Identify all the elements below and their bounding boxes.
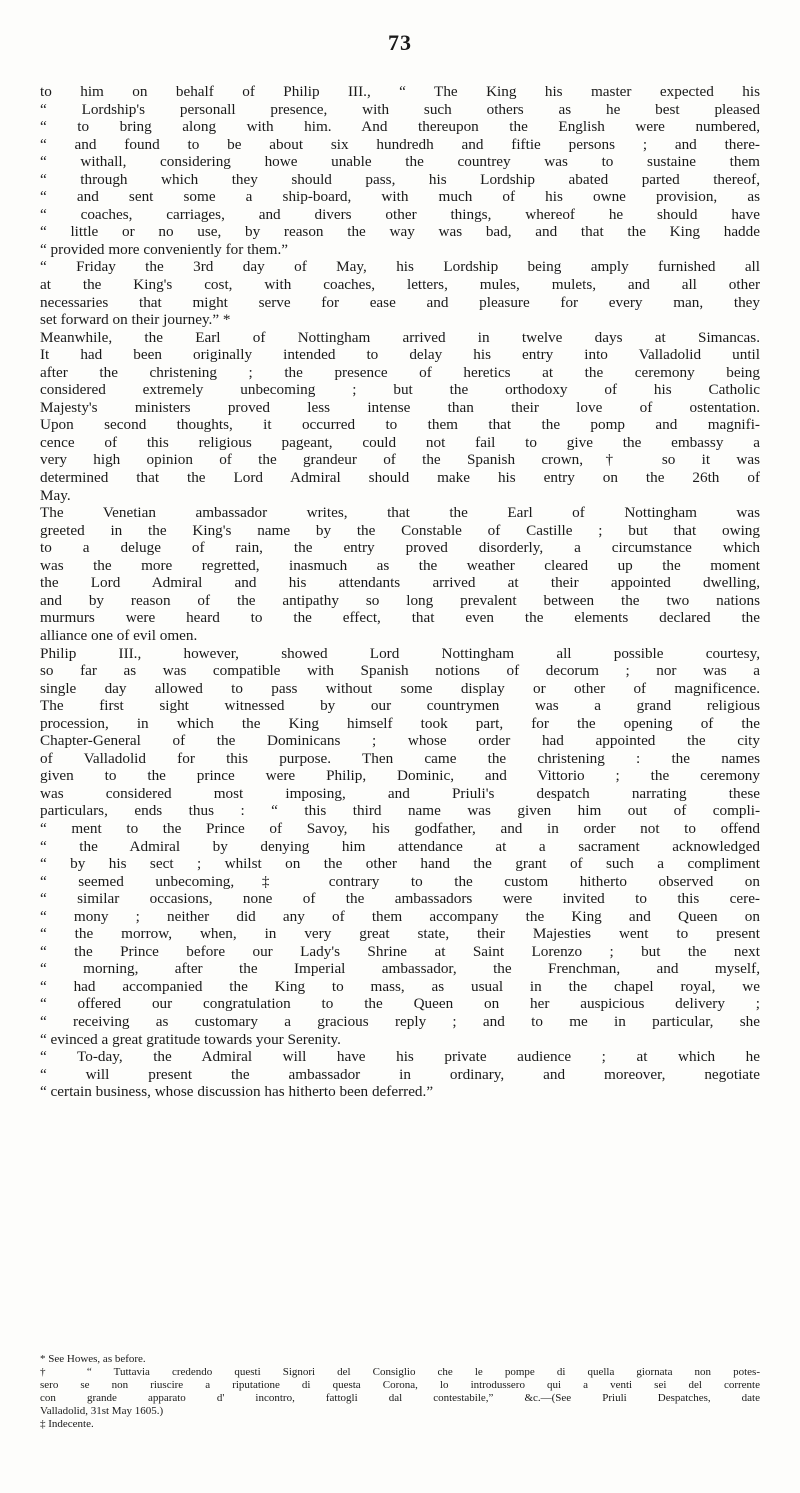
footnote-line: * See Howes, as before. [40,1353,146,1365]
text-line: was considered most imposing, and Priuli's despatch narrating these [40,784,760,802]
text-line: “ will present the ambassador in ordinary, and moreover, negotiate [40,1065,760,1083]
text-line: particulars, ends thus : “ this third name was given him out of compli- [40,802,760,820]
footnote-line: Valladolid, 31st May 1605.) [40,1405,164,1417]
text-line: Upon second thoughts, it occurred to them that the pomp and magnifi- [40,416,760,434]
text-line: “ mony ; neither did any of them accompany the King and Queen on [40,907,760,925]
text-line: determined that the Lord Admiral should make his entry on the 26th of [40,469,760,487]
text-line: “ through which they should pass, his Lordship abated parted thereof, [40,170,760,188]
body-text [40,83,760,1101]
text-line: to him on behalf of Philip III., “ The King his master expected his [40,83,760,100]
text-line: “ and sent some a ship-board, with much of his owne provision, as [40,188,760,206]
text-line: Philip III., however, showed Lord Nottingham all possible courtesy, [40,644,760,662]
text-line: at the King's cost, with coaches, letters, mules, mulets, and all other [40,276,760,294]
text-line: procession, in which the King himself took part, for the opening of the [40,714,760,732]
text-line: Chapter-General of the Dominicans ; whose order had appointed the city [40,732,760,750]
text-line: “ the morrow, when, in very great state, their Majesties went to present [40,925,760,943]
text-line: after the christening ; the presence of heretics at the ceremony being [40,363,760,381]
text-line: “ coaches, carriages, and divers other things, whereof he should have [40,205,760,223]
text-line: so far as was compatible with Spanish notions of decorum ; nor was a [40,662,760,680]
text-line: “ morning, after the Imperial ambassador, the Frenchman, and myself, [40,960,760,978]
text-line: given to the prince were Philip, Dominic, and Vittorio ; the ceremony [40,767,760,785]
text-line: alliance one of evil omen. [40,626,198,644]
text-line: greeted in the King's name by the Constable of Castille ; but that owing [40,521,760,539]
text-line: to a deluge of rain, the entry proved disorderly, a circumstance which [40,539,760,557]
text-line: Meanwhile, the Earl of Nottingham arrived in twelve days at Simancas. [40,328,760,346]
text-line: “ by his sect ; whilst on the other hand the grant of such a compliment [40,855,760,873]
text-line: The Venetian ambassador writes, that the Earl of Nottingham was [40,504,760,522]
text-line: and by reason of the antipathy so long prevalent between the two nations [40,591,760,609]
text-line: Majesty's ministers proved less intense than their love of ostentation. [40,398,760,416]
text-line: was the more regretted, inasmuch as the weather cleared up the moment [40,556,760,574]
footnote-line: † “ Tuttavia credendo questi Signori del Consiglio che le pompe di quella giornata non potes- [40,1366,760,1378]
text-line: “ provided more conveniently for them.” [40,240,288,258]
text-line: set forward on their journey.” * [40,311,231,329]
text-line: “ Friday the 3rd day of May, his Lordship being amply furnished all [40,258,760,276]
text-line: “ ment to the Prince of Savoy, his godfather, and in order not to offend [40,819,760,837]
page-number: 73 [388,30,412,55]
footnotes [40,1353,760,1431]
text-line: “ offered our congratulation to the Queen on her auspicious delivery ; [40,995,760,1013]
text-line: the Lord Admiral and his attendants arrived at their appointed dwelling, [40,574,760,592]
footnote-line: con grande apparato d' incontro, fattogli dal contestabile,” &c.—(See Priuli Despatches, date [40,1392,760,1404]
text-line: “ evinced a great gratitude towards your Serenity. [40,1030,341,1048]
text-line: “ the Admiral by denying him attendance at a sacrament acknowledged [40,837,760,855]
text-line: “ To-day, the Admiral will have his private audience ; at which he [40,1048,760,1066]
text-line: considered extremely unbecoming ; but the orthodoxy of his Catholic [40,381,760,399]
text-line: cence of this religious pageant, could not fail to give the embassy a [40,433,760,451]
text-line: “ Lordship's personall presence, with such others as he best pleased [40,100,760,118]
text-line: necessaries that might serve for ease and pleasure for every man, they [40,293,760,311]
text-line: “ and found to be about six hundredh and fiftie persons ; and there- [40,135,760,153]
text-line: single day allowed to pass without some display or other of magnificence. [40,679,760,697]
footnote-line: ‡ Indecente. [40,1418,94,1430]
text-line: “ similar occasions, none of the ambassadors were invited to this cere- [40,890,760,908]
text-line: very high opinion of the grandeur of the Spanish crown,† so it was [40,451,760,469]
text-line: of Valladolid for this purpose. Then came the christening : the names [40,749,760,767]
text-line: “ little or no use, by reason the way was bad, and that the King hadde [40,223,760,241]
text-line: The first sight witnessed by our countrymen was a grand religious [40,697,760,715]
text-line: May. [40,486,71,504]
text-line: “ had accompanied the King to mass, as usual in the chapel royal, we [40,977,760,995]
footnote-line: sero se non riuscire a riputatione di questa Corona, lo introdussero qui a venti sei del corrente [40,1379,760,1391]
text-line: “ seemed unbecoming,‡ contrary to the custom hitherto observed on [40,872,760,890]
text-line: “ withall, considering howe unable the countrey was to sustaine them [40,153,760,171]
text-line: “ the Prince before our Lady's Shrine at Saint Lorenzo ; but the next [40,942,760,960]
text-line: “ receiving as customary a gracious reply ; and to me in particular, she [40,1012,760,1030]
text-line: “ to bring along with him. And thereupon the English were numbered, [40,118,760,136]
text-line: It had been originally intended to delay his entry into Valladolid until [40,346,760,364]
text-line: murmurs were heard to the effect, that even the elements declared the [40,609,760,627]
text-line: “ certain business, whose discussion has hitherto been deferred.” [40,1083,434,1101]
